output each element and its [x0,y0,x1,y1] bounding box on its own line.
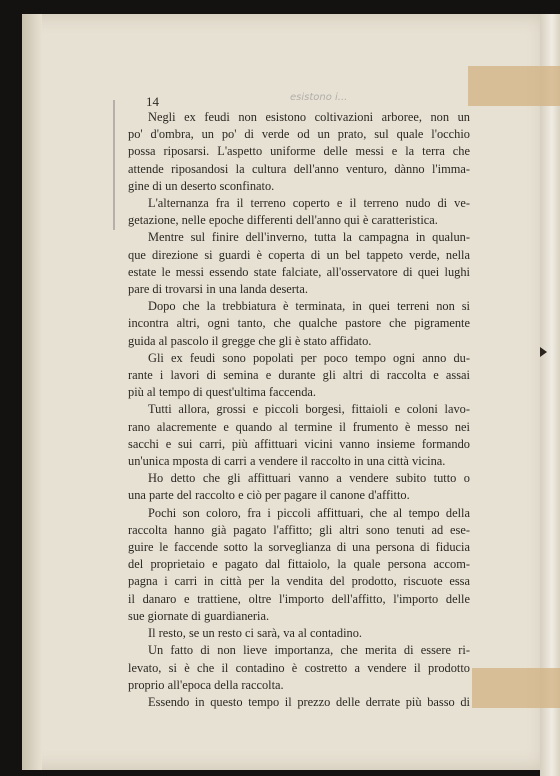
pencil-margin-line [113,100,115,230]
text-line: più al tempo di quest'ultima faccenda. [128,385,317,400]
body-text [128,109,470,711]
text-line: attende riposandosi la cultura dell'anno venturo, dànno l'imma- [128,161,470,176]
text-line: pare di trovarsi in una landa deserta. [128,282,308,297]
text-line: Negli ex feudi non esistono coltivazioni arboree, non un [148,110,470,124]
pencil-annotation: esistono i... [290,92,348,103]
text-line: getazione, nelle epoche differenti dell'anno qui è caratteristica. [128,213,438,228]
text-line: Il resto, se un resto ci sarà, va al contadino. [148,626,363,641]
text-line: Essendo in questo tempo il prezzo delle derrate più basso di [148,694,470,709]
text-line: sue giornate di guardianeria. [128,608,270,623]
text-line: guida al pascolo il gregge che gli è stato affidato. [128,333,372,348]
page-marker-arrow [540,347,547,357]
text-line: proprio all'epoca della raccolta. [128,677,284,692]
text-line: rante i lavori di semina e durante gli altri di raccolta e assai [128,368,470,383]
text-line: Un fatto di non lieve importanza, che merita di essere ri- [148,643,470,658]
text-line: raccolta hanno già pagato l'affitto; gli altri sono tenuti ad ese- [128,522,470,537]
text-line: il danaro e trattiene, oltre l'importo dell'affitto, l'importo delle [128,591,470,606]
text-line: Tutti allora, grossi e piccoli borgesi, fittaioli e coloni lavo- [148,402,470,417]
text-line: estate le messi essendo state falciate, all'osservatore di quei lughi [128,264,470,279]
text-line: po' d'ombra, un po' di verde od un prato, sul quale l'occhio [128,127,470,142]
page-number: 14 [146,94,159,109]
text-line: possa riposarsi. L'aspetto uniforme delle messi e la terra che [128,144,470,159]
text-line: Mentre sul finire dell'inverno, tutta la campagna in qualun- [148,230,470,245]
text-line: que direzione si guardi è coperta di un bel tappeto verde, nella [128,247,470,262]
text-line: levato, si è che il contadino è costretto a vendere il prodotto [128,660,470,675]
text-line: sacchi e sui carri, più affittuari vicini vanno insieme formando [128,436,470,451]
text-line: rano alacremente e quando al termine il frumento è messo nei [128,419,470,434]
text-line: Dopo che la trebbiatura è terminata, in quei terreni non si [148,299,470,314]
page-binding-shadow [22,14,42,770]
text-line: incontra altri, ogni tanto, che qualche pastore che pigramente [128,316,470,331]
text-line: Pochi son coloro, fra i piccoli affittuari, che al tempo della [148,505,470,520]
text-line: L'alternanza fra il terreno coperto e il terreno nudo di ve- [148,196,470,211]
text-line: Ho detto che gli affittuari vanno a vendere subito tutto o [148,471,470,486]
text-line: gine di un deserto sconfinato. [128,178,275,193]
text-line: guire le faccende sotto la sorveglianza di una persona di fiducia [128,540,470,555]
text-line: un'unica mposta di carri a vendere il raccolto in una città vicina. [128,454,446,469]
text-line: pagna i carri in città per la vendita del prodotto, riscuote essa [128,574,470,589]
tape-strip-bottom [472,668,560,708]
tape-strip-top [468,66,560,106]
text-line: Gli ex feudi sono popolati per poco tempo ogni anno du- [148,350,470,365]
next-page-edge [540,14,560,776]
text-line: del proprietaio e pagato dal fittaiolo, la quale persona accom- [128,557,470,572]
text-line: una parte del raccolto e ciò per pagare il canone d'affitto. [128,488,410,503]
